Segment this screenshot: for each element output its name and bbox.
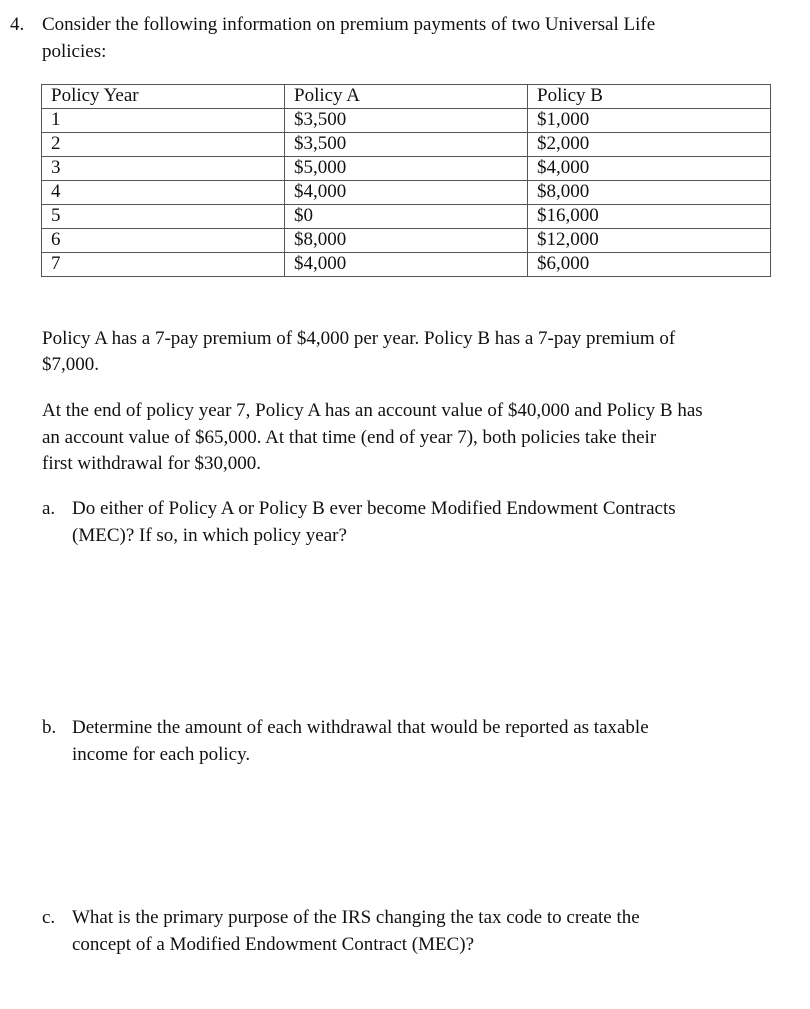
cell-policy-b: $12,000 <box>528 229 771 253</box>
table-header-row <box>42 85 771 109</box>
cell-policy-b: $1,000 <box>528 109 771 133</box>
part-c-line-2: concept of a Modified Endowment Contract (MEC)? <box>72 934 475 955</box>
cell-policy-b: $2,000 <box>528 133 771 157</box>
question-intro-line-2: policies: <box>42 41 107 62</box>
para2-line-1: At the end of policy year 7, Policy A has an account value of $40,000 and Policy B has <box>42 400 703 421</box>
cell-year: 1 <box>42 109 285 133</box>
part-b-line-2: income for each policy. <box>72 744 251 765</box>
header-policy-year: Policy Year <box>42 85 285 109</box>
table-row <box>42 157 771 181</box>
table-row <box>42 133 771 157</box>
header-policy-b: Policy B <box>528 85 771 109</box>
premium-table <box>41 84 771 277</box>
part-a-line-2: (MEC)? If so, in which policy year? <box>72 525 347 546</box>
para2-line-2: an account value of $65,000. At that time (end of year 7), both policies take their <box>42 427 657 448</box>
header-policy-a: Policy A <box>285 85 528 109</box>
part-a-label: a. <box>42 498 56 519</box>
cell-year: 2 <box>42 133 285 157</box>
table-row <box>42 181 771 205</box>
para1-line-2: $7,000. <box>42 354 99 375</box>
table-row <box>42 229 771 253</box>
table-row <box>42 109 771 133</box>
cell-policy-b: $16,000 <box>528 205 771 229</box>
table-row <box>42 253 771 277</box>
part-b-label: b. <box>42 717 57 738</box>
part-c-label: c. <box>42 907 56 928</box>
question-intro-line-1: Consider the following information on premium payments of two Universal Life <box>42 14 656 35</box>
cell-policy-a: $4,000 <box>285 181 528 205</box>
para1-line-1: Policy A has a 7-pay premium of $4,000 per year. Policy B has a 7-pay premium of <box>42 328 676 349</box>
cell-policy-a: $4,000 <box>285 253 528 277</box>
cell-year: 5 <box>42 205 285 229</box>
part-c-line-1: What is the primary purpose of the IRS changing the tax code to create the <box>72 907 640 928</box>
part-b-line-1: Determine the amount of each withdrawal that would be reported as taxable <box>72 717 649 738</box>
cell-policy-a: $3,500 <box>285 109 528 133</box>
cell-policy-b: $4,000 <box>528 157 771 181</box>
cell-year: 7 <box>42 253 285 277</box>
cell-policy-a: $0 <box>285 205 528 229</box>
cell-policy-a: $3,500 <box>285 133 528 157</box>
cell-policy-b: $8,000 <box>528 181 771 205</box>
cell-year: 3 <box>42 157 285 181</box>
question-number: 4. <box>10 14 25 35</box>
cell-year: 4 <box>42 181 285 205</box>
cell-policy-b: $6,000 <box>528 253 771 277</box>
cell-year: 6 <box>42 229 285 253</box>
part-a-line-1: Do either of Policy A or Policy B ever become Modified Endowment Contracts <box>72 498 676 519</box>
table-row <box>42 205 771 229</box>
para2-line-3: first withdrawal for $30,000. <box>42 453 261 474</box>
cell-policy-a: $8,000 <box>285 229 528 253</box>
cell-policy-a: $5,000 <box>285 157 528 181</box>
